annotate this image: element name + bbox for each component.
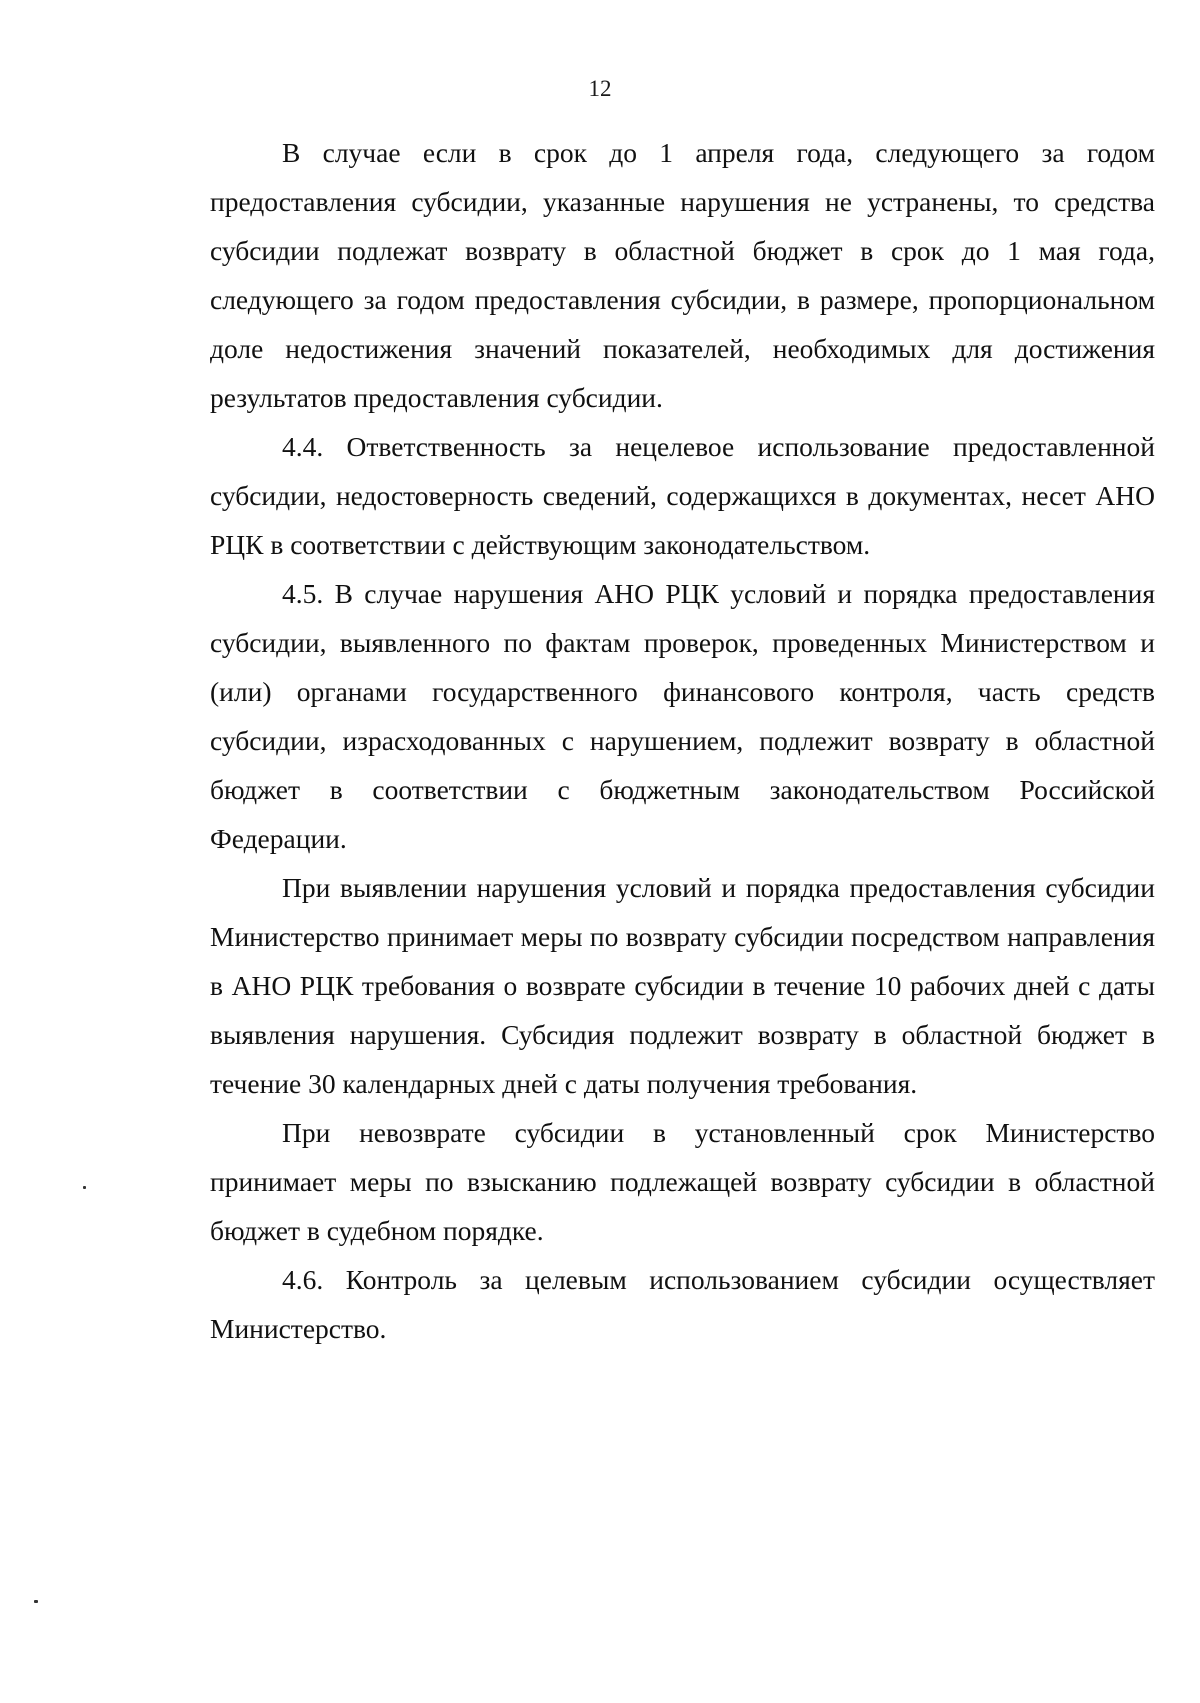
paragraph-non-return: При невозврате субсидии в установленный срок Министерство принимает меры по взысканию подлежащей возврату субсидии в областной бюджет в судебном порядке. (210, 1117, 1155, 1246)
paragraph-4-5-violation: 4.5. В случае нарушения АНО РЦК условий и порядка предоставления субсидии, выявленного по фактам проверок, проведенных Министерством и (или) органами государственного финансового контроля, часть средств субсидии, израсходованных с нарушением, подлежит возврату в областной бюджет в соответствии с бюджетным законодательством Российской Федерации. (210, 578, 1155, 854)
paragraph-4-6-control: 4.6. Контроль за целевым использованием субсидии осуществляет Министерство. (210, 1264, 1155, 1344)
paragraph-4-4-responsibility: 4.4. Ответственность за нецелевое использование предоставленной субсидии, недостоверность сведений, содержащихся в документах, несет АНО РЦК в соответствии с действующим законодательством. (210, 431, 1155, 560)
document-body (210, 128, 1155, 1353)
scan-speck (34, 1600, 38, 1603)
page-number: 12 (588, 76, 612, 101)
paragraph-return-deadline: В случае если в срок до 1 апреля года, следующего за годом предоставления субсидии, указанные нарушения не устранены, то средства субсидии подлежат возврату в областной бюджет в срок до 1 мая года, следующего за годом предоставления субсидии, в размере, пропорциональном доле недостижения значений показателей, необходимых для достижения результатов предоставления субсидии. (210, 137, 1155, 413)
paragraph-violation-detection: При выявлении нарушения условий и порядка предоставления субсидии Министерство принимает меры по возврату субсидии посредством направления в АНО РЦК требования о возврате субсидии в течение 10 рабочих дней с даты выявления нарушения. Субсидия подлежит возврату в областной бюджет в течение 30 календарных дней с даты получения требования. (210, 872, 1155, 1099)
scan-speck (83, 1186, 86, 1189)
